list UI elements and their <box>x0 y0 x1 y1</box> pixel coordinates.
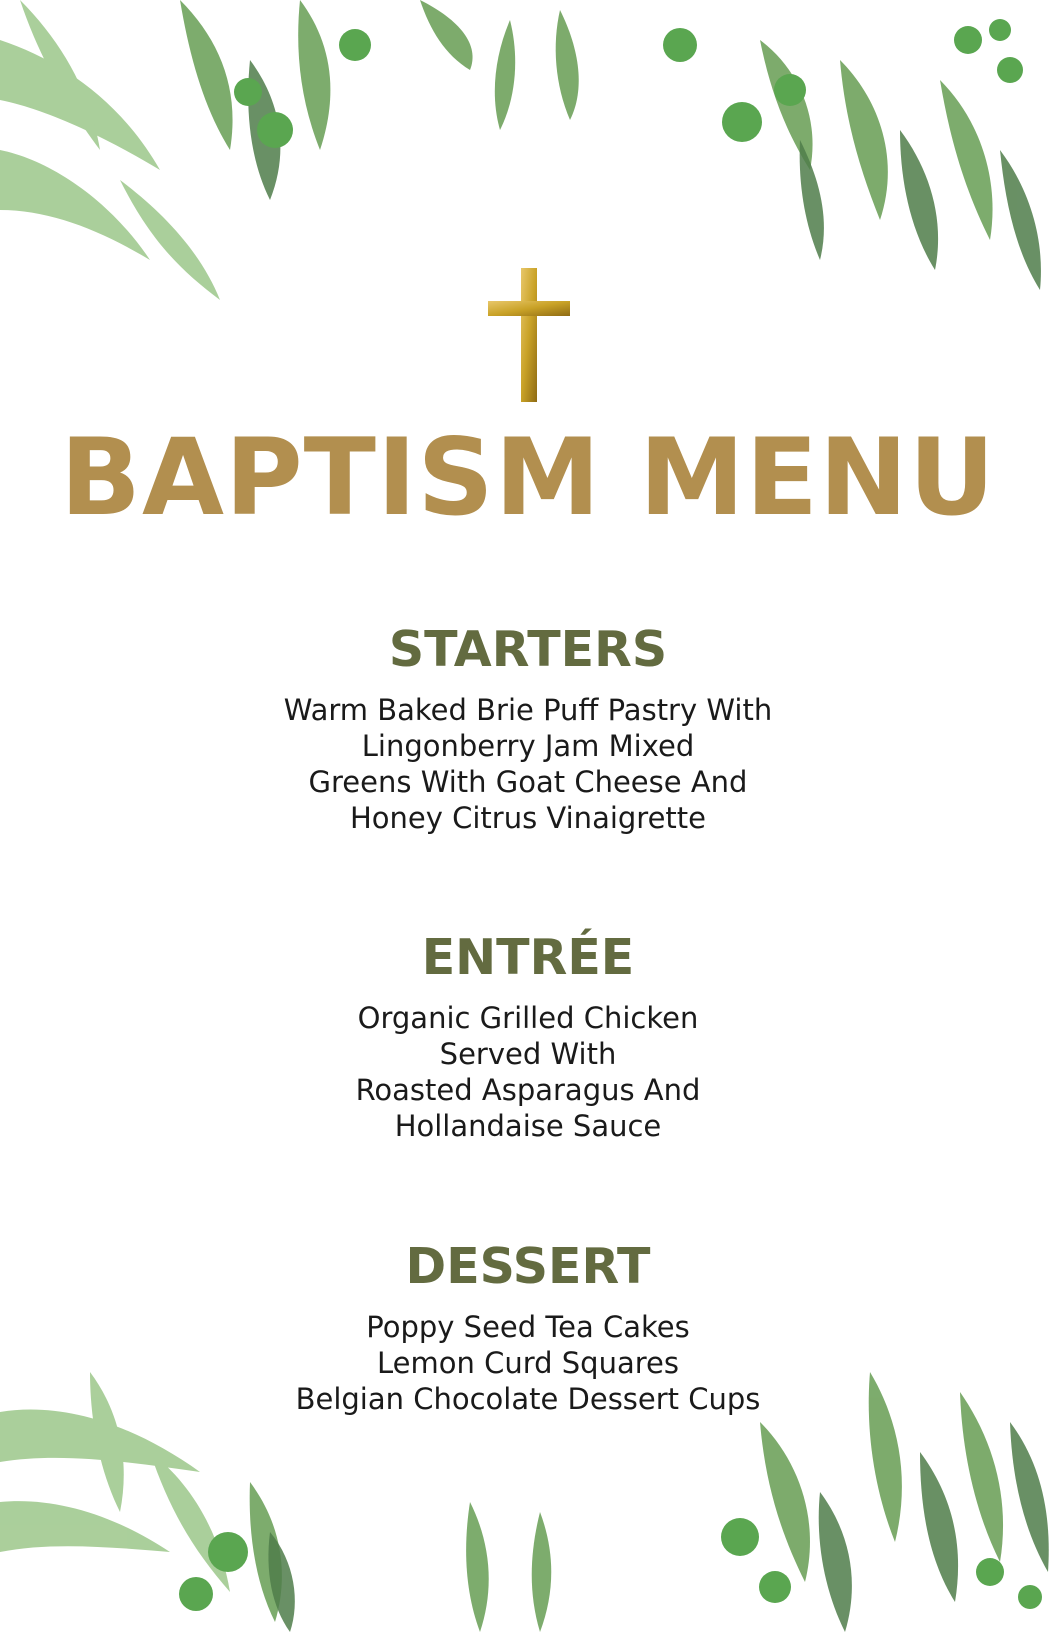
menu-section-entree <box>0 929 1056 1144</box>
menu-section-dessert <box>0 1238 1056 1417</box>
menu-item: Warm Baked Brie Puff Pastry With <box>283 693 773 727</box>
menu-item: Greens With Goat Cheese And <box>308 765 748 799</box>
menu-item: Honey Citrus Vinaigrette <box>349 801 707 835</box>
menu-item: Roasted Asparagus And <box>355 1073 701 1107</box>
menu-item: Lingonberry Jam Mixed <box>361 729 695 763</box>
section-items <box>0 1309 1056 1417</box>
menu-section-starters <box>0 621 1056 836</box>
menu-item: Organic Grilled Chicken <box>357 1001 699 1035</box>
cross-icon <box>488 268 570 402</box>
menu-item: Poppy Seed Tea Cakes <box>366 1310 690 1344</box>
section-heading: STARTERS <box>388 621 668 678</box>
menu-title: BAPTISM MENU <box>60 416 996 539</box>
section-items <box>0 1000 1056 1144</box>
menu-item: Served With <box>439 1037 617 1071</box>
section-items <box>0 692 1056 836</box>
section-heading: ENTRÉE <box>421 929 635 986</box>
menu-item: Belgian Chocolate Dessert Cups <box>295 1382 761 1416</box>
menu-item: Lemon Curd Squares <box>377 1346 679 1380</box>
section-heading: DESSERT <box>405 1238 651 1295</box>
menu-item: Hollandaise Sauce <box>394 1109 662 1143</box>
